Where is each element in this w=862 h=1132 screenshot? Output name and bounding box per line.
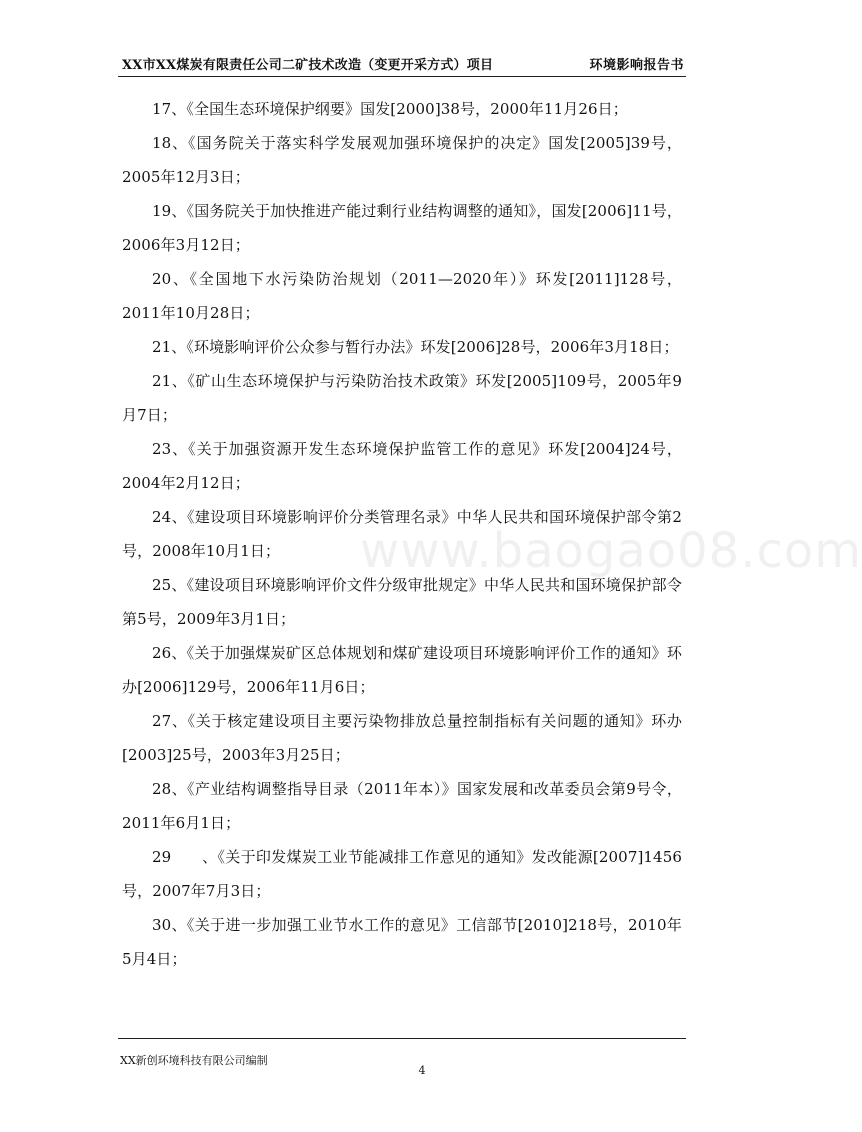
- regulation-item-29: 29 、《关于印发煤炭工业节能减排工作意见的通知》发改能源[2007]1456号，2007年7月3日；: [122, 848, 682, 900]
- page-header: [118, 48, 686, 77]
- regulation-item-18: 18、《国务院关于落实科学发展观加强环境保护的决定》国发[2005]39号，2005年12月3日；: [122, 134, 682, 186]
- regulation-item-30: 30、《关于进一步加强工业节水工作的意见》工信部节[2010]218号，2010年5月4日；: [122, 916, 682, 968]
- regulation-item-27: 27、《关于核定建设项目主要污染物排放总量控制指标有关问题的通知》环办[2003]25号，2003年3月25日；: [122, 712, 682, 764]
- regulation-item-19: 19、《国务院关于加快推进产能过剩行业结构调整的通知》，国发[2006]11号，2006年3月12日；: [122, 202, 682, 254]
- regulation-item-26: 26、《关于加强煤炭矿区总体规划和煤矿建设项目环境影响评价工作的通知》环办[2006]129号，2006年11月6日；: [122, 644, 682, 696]
- header-project-title: XX市XX煤炭有限责任公司二矿技术改造（变更开采方式）项目: [122, 58, 494, 73]
- footer-divider: [118, 1038, 686, 1039]
- regulation-item-20: 20、《全国地下水污染防治规划（2011—2020年）》环发[2011]128号，2011年10月28日；: [122, 270, 682, 322]
- regulation-item-21a: 21、《环境影响评价公众参与暂行办法》环发[2006]28号，2006年3月18日；: [152, 338, 679, 356]
- watermark: www.baogao08.com: [360, 523, 862, 579]
- regulation-item-23: 23、《关于加强资源开发生态环境保护监管工作的意见》环发[2004]24号，2004年2月12日；: [122, 440, 682, 492]
- regulation-item-25: 25、《建设项目环境影响评价文件分级审批规定》中华人民共和国环境保护部令第5号，2009年3月1日；: [122, 576, 682, 628]
- regulation-item-28: 28、《产业结构调整指导目录（2011年本）》国家发展和改革委员会第9号令，2011年6月1日；: [122, 780, 682, 832]
- regulation-item-21b: 21、《矿山生态环境保护与污染防治技术政策》环发[2005]109号，2005年9月7日；: [122, 372, 682, 424]
- regulation-list: [122, 92, 682, 976]
- regulation-item-17: 17、《全国生态环境保护纲要》国发[2000]38号，2000年11月26日；: [152, 100, 628, 118]
- header-document-type: 环境影响报告书: [589, 58, 684, 73]
- regulation-item-24: 24、《建设项目环境影响评价分类管理名录》中华人民共和国环境保护部令第2号，2008年10月1日；: [122, 508, 682, 560]
- page-number: 4: [418, 1064, 426, 1077]
- footer-compiler: XX新创环境科技有限公司编制: [120, 1054, 268, 1067]
